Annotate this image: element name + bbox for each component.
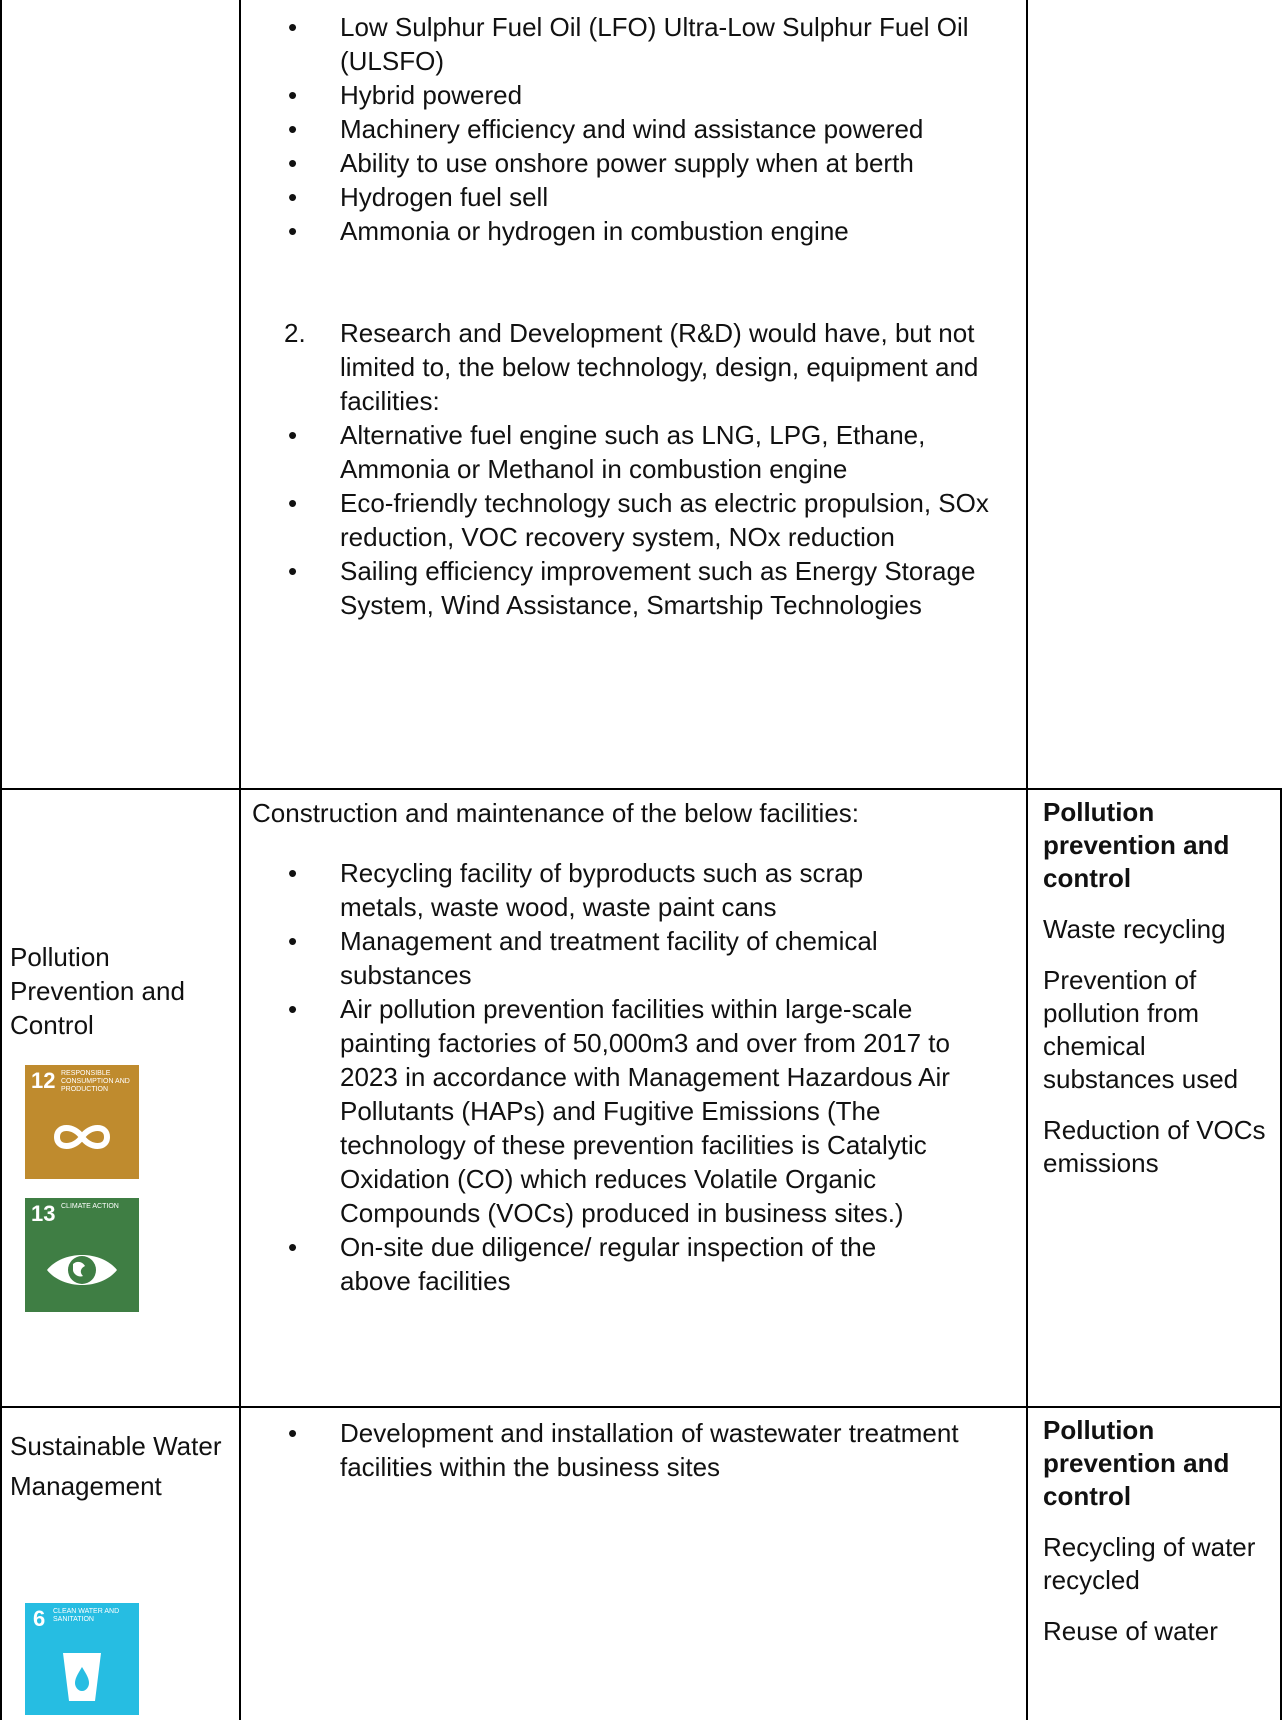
sdg-goal-text: RESPONSIBLE CONSUMPTION AND PRODUCTION: [61, 1070, 130, 1093]
list-item-text: Ammonia or hydrogen in combustion engine: [340, 216, 849, 246]
sdg-12-icon: [25, 1065, 139, 1179]
sdg-goal-text: CLEAN WATER AND SANITATION: [53, 1608, 120, 1623]
list-item: [274, 112, 1020, 146]
list-item: [274, 992, 954, 1230]
eligible-category-label: Sustainable Water Management: [10, 1431, 222, 1501]
list-item: [274, 78, 1020, 112]
list-item: [274, 554, 1020, 622]
sdg-13-icon: [25, 1198, 139, 1312]
row2-category-cell: [1043, 796, 1273, 1198]
list-item: [274, 1416, 1020, 1484]
list-item-text: Hydrogen fuel sell: [340, 182, 549, 212]
category-title: Pollution prevention and control: [1043, 1415, 1230, 1511]
list-item-text: Eco-friendly technology such as electric propulsion, SOx reduction, VOC recovery system, NOx reduction: [340, 488, 989, 552]
list-item-text: Recycling facility of byproducts such as scrap metals, waste wood, waste paint cans: [340, 858, 864, 922]
eye-earth-icon: [43, 1246, 121, 1294]
eligible-category-label: Pollution Prevention and Control: [10, 942, 185, 1040]
column-divider-2: [1026, 0, 1028, 1720]
list-item-text: Research and Development (R&D) would have, but not limited to, the below technology, design, equipment and facilities:: [340, 318, 979, 416]
row3-description-cell: [340, 1416, 1020, 1484]
row-divider-1: [0, 788, 1282, 790]
list-item-text: On-site due diligence/ regular inspection of the above facilities: [340, 1232, 877, 1296]
list-item: [274, 856, 954, 924]
category-item: Waste recycling: [1043, 914, 1226, 944]
list-item-text: Management and treatment facility of chemical substances: [340, 926, 878, 990]
row2-description-cell: [252, 796, 1022, 1298]
row-divider-2: [0, 1406, 1282, 1408]
row3-area-cell: [10, 1426, 232, 1506]
facilities-intro: Construction and maintenance of the below facilities:: [252, 798, 860, 828]
infinity-loop-icon: [47, 1117, 117, 1157]
list-item-text: Alternative fuel engine such as LNG, LPG, Ethane, Ammonia or Methanol in combustion engine: [340, 420, 926, 484]
row2-area-cell: [10, 940, 232, 1042]
water-facilities-list: [274, 1416, 1020, 1484]
list-item-text: Sailing efficiency improvement such as Energy Storage System, Wind Assistance, Smartship Technologies: [340, 556, 976, 620]
list-item: [274, 316, 1020, 418]
category-item: Recycling of water recycled: [1043, 1532, 1256, 1595]
category-item: Reuse of water: [1043, 1616, 1218, 1646]
list-item: [274, 418, 1020, 486]
list-item: [274, 180, 1020, 214]
water-glass-icon: [59, 1649, 105, 1705]
category-title: Pollution prevention and control: [1043, 797, 1230, 893]
list-item: [274, 146, 1020, 180]
list-item: [274, 1230, 954, 1298]
list-item-text: Hybrid powered: [340, 80, 523, 110]
sdg-6-icon: [25, 1603, 139, 1715]
sdg-goal-text: CLIMATE ACTION: [61, 1203, 119, 1210]
column-divider-1: [239, 0, 241, 1720]
list-number: 2.: [284, 318, 306, 348]
category-item: Reduction of VOCs emissions: [1043, 1115, 1266, 1178]
list-item-text: Machinery efficiency and wind assistance powered: [340, 114, 924, 144]
sdg-number: 6: [33, 1606, 46, 1631]
sdg-number: 13: [31, 1201, 56, 1226]
fuel-technology-list: [274, 10, 1020, 248]
list-item-text: Air pollution prevention facilities within large-scale painting factories of 50,000m3 and over from 2017 to 2023 in accordance with Management Hazardous Air Pollutants (HAPs) and Fugitive Emissions (The technology of these prevention facilities is Catalytic Oxidation (CO) which reduces Volatile Organic Compounds (VOCs) produced in business sites.): [340, 994, 950, 1228]
list-item: [274, 10, 1020, 78]
table-border-left: [0, 0, 2, 1720]
sdg-number: 12: [31, 1068, 56, 1093]
row3-category-cell: [1043, 1414, 1273, 1666]
category-item: Prevention of pollution from chemical substances used: [1043, 965, 1239, 1094]
research-development-numbered-item: [274, 316, 1020, 418]
list-item-text: Low Sulphur Fuel Oil (LFO) Ultra-Low Sulphur Fuel Oil (ULSFO): [340, 12, 969, 76]
list-item: [274, 486, 1020, 554]
facilities-list: [274, 856, 954, 1298]
list-item-text: Ability to use onshore power supply when at berth: [340, 148, 914, 178]
row1-description-cell: [284, 10, 1020, 622]
list-item-text: Development and installation of wastewater treatment facilities within the business sites: [340, 1418, 959, 1482]
rnd-technology-list: [274, 418, 1020, 622]
list-item: [274, 924, 954, 992]
list-item: [274, 214, 1020, 248]
